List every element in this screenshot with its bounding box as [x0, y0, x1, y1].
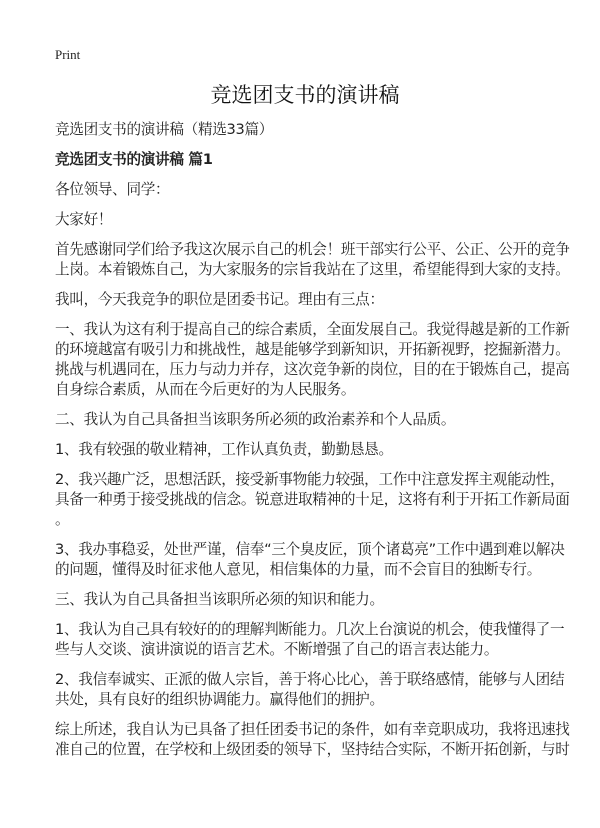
paragraph-line: 的环境越富有吸引力和挑战性，越是能够学到新知识，开拓新视野，挖掘新潜力。 [55, 341, 570, 358]
paragraph [55, 440, 555, 460]
paragraph-line: 准自己的位置，在学校和上级团委的领导下，坚持结合实际，不断开拓创新，与时 [55, 741, 570, 758]
paragraph-line: 二、我认为自己具备担当该职务所必须的政治素养和个人品质。 [55, 411, 456, 428]
document-body [55, 180, 570, 760]
paragraph-line: 2、我信奉诚实、正派的做人宗旨，善于将心比心，善于联络感情，能够与人团结 [55, 671, 565, 688]
paragraph [55, 240, 570, 280]
paragraph [55, 320, 570, 400]
paragraph-line: 些与人交谈、演讲演说的语言艺术。不断增强了自己的语言表达能力。 [55, 641, 499, 658]
paragraph-line: 首先感谢同学们给予我这次展示自己的机会！班干部实行公平、公正、公开的竞争 [55, 241, 570, 258]
paragraph-line: 1、我有较强的敬业精神，工作认真负责，勤勤恳恳。 [55, 441, 393, 458]
paragraph-line: 我叫，今天我竞争的职位是团委书记。理由有三点： [55, 291, 384, 308]
paragraph [55, 590, 555, 610]
print-label[interactable]: Print [55, 47, 81, 62]
paragraph-line: 综上所述，我自认为已具备了担任团委书记的条件，如有幸竞职成功，我将迅速找 [55, 721, 570, 738]
paragraph-line: 各位领导、同学： [55, 181, 170, 198]
paragraph [55, 670, 565, 710]
paragraph-line: 三、我认为自己具备担当该职所必须的知识和能力。 [55, 591, 384, 608]
paragraph-line: 2、我兴趣广泛，思想活跃，接受新事物能力较强，工作中注意发挥主观能动性， [55, 471, 565, 488]
paragraph [55, 290, 555, 310]
paragraph-line: 大家好！ [55, 211, 113, 228]
paragraph [55, 620, 565, 660]
paragraph-line: 的问题，懂得及时征求他人意见，相信集体的力量，而不会盲目的独断专行。 [55, 561, 541, 578]
document-subtitle: 竞选团支书的演讲稿（精选33篇） [55, 121, 274, 138]
paragraph [55, 470, 570, 530]
paragraph [55, 720, 570, 760]
document-title: 竞选团支书的演讲稿 [210, 83, 400, 107]
paragraph [55, 180, 555, 200]
paragraph [55, 540, 565, 580]
paragraph-line: 1、我认为自己具有较好的的理解判断能力。几次上台演说的机会，使我懂得了一 [55, 621, 565, 638]
paragraph [55, 210, 555, 230]
paragraph [55, 410, 555, 430]
paragraph-line: 3、我办事稳妥，处世严谨，信奉“三个臭皮匠，顶个诸葛亮”工作中遇到难以解决 [55, 541, 565, 558]
document-page [55, 45, 570, 770]
paragraph-line: 。 [55, 511, 70, 528]
paragraph-line: 自身综合素质，从而在今后更好的为人民服务。 [55, 381, 356, 398]
paragraph-line: 共处，具有良好的组织协调能力。赢得他们的拥护。 [55, 691, 384, 708]
paragraph-line: 上岗。本着锻炼自己，为大家服务的宗旨我站在了这里，希望能得到大家的支持。 [55, 261, 570, 278]
paragraph-line: 挑战与机遇同在，压力与动力并存，这次竞争新的岗位，目的在于锻炼自己，提高 [55, 361, 570, 378]
paragraph-line: 具备一种勇于接受挑战的信念。锐意进取精神的十足，这将有利于开拓工作新局面 [55, 491, 570, 508]
paragraph-line: 一、我认为这有利于提高自己的综合素质，全面发展自己。我觉得越是新的工作新 [55, 321, 570, 338]
section-heading: 竞选团支书的演讲稿 篇1 [55, 151, 213, 168]
